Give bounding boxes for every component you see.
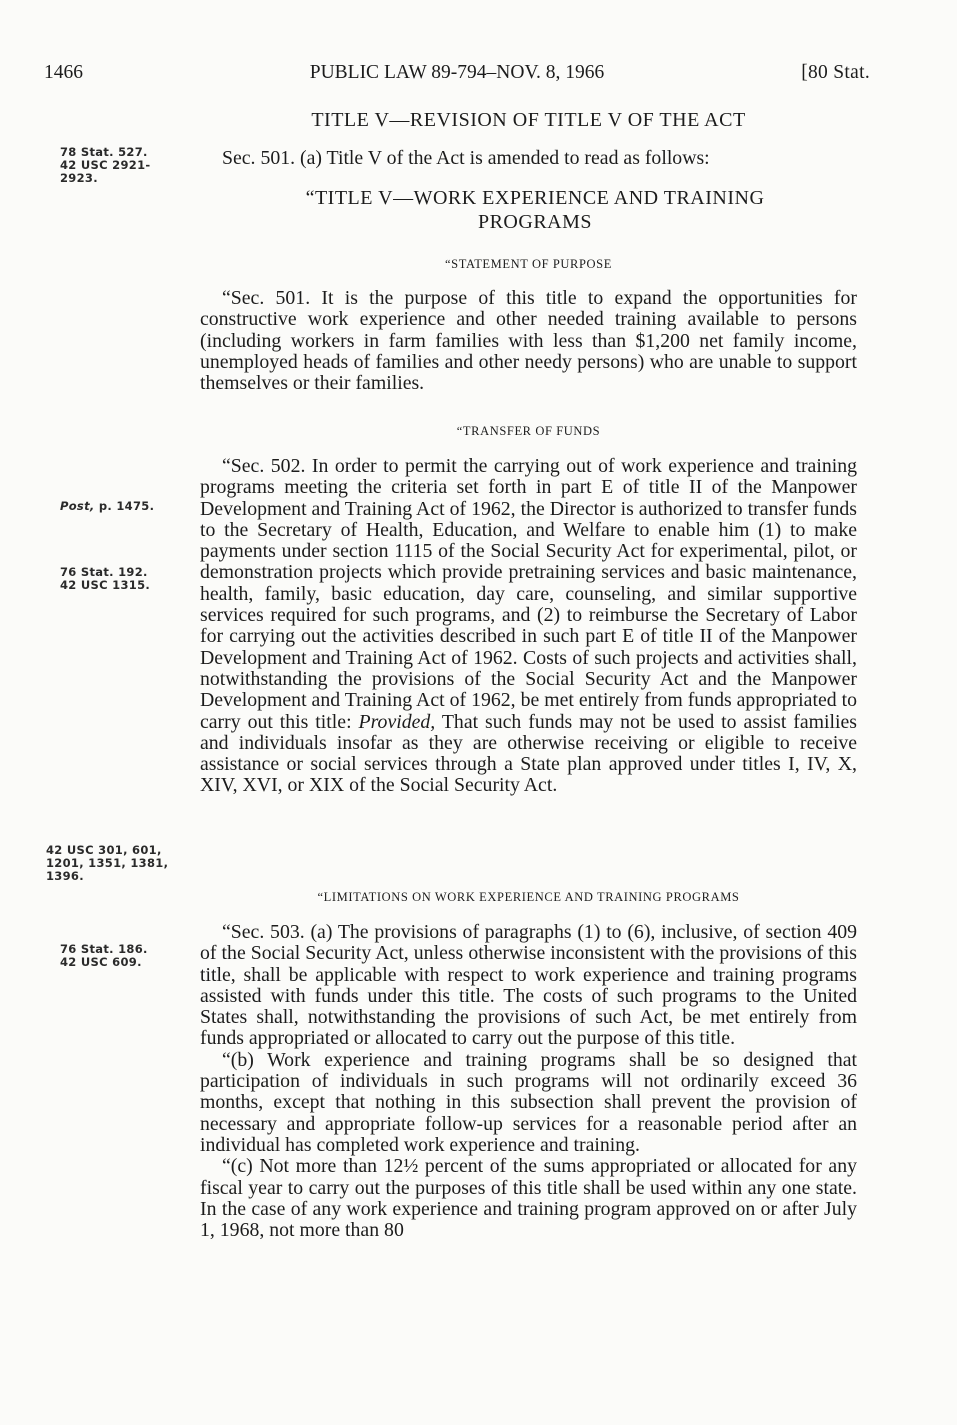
sec-501-statement [200, 288, 857, 394]
margin-note-post [60, 500, 200, 513]
margin-note-78-stat-527: 78 Stat. 527. 42 USC 2921-2923. [60, 145, 151, 185]
new-title-heading: “TITLE V—WORK EXPERIENCE AND TRAINING PROGRAMS [305, 187, 765, 233]
sec-503 [200, 922, 857, 1241]
sec-502 [200, 456, 857, 797]
limitations-heading: “LIMITATIONS ON WORK EXPERIENCE AND TRAINING PROGRAMS [317, 890, 740, 904]
sec-501-intro [200, 148, 857, 169]
title-v-heading: TITLE V—REVISION OF TITLE V OF THE ACT [311, 109, 746, 131]
sec-501-intro-text: Sec. 501. (a) Title V of the Act is amended to read as follows: [222, 147, 710, 169]
sec-503-a: “Sec. 503. (a) The provisions of paragraphs (1) to (6), inclusive, of section 409 of the Social Security Act, unless otherwise inconsistent with the provisions of this title, shall be applicable with respect to work experience and training programs assisted with funds under this title. The costs of such programs to the United States shall, notwithstanding the provisions of such Act, be met entirely from funds appropriated or allocated to carry out the purpose of this title. [200, 921, 857, 1050]
page-header [44, 62, 870, 88]
sec-502-part1: “Sec. 502. In order to permit the carrying out of work experience and training programs meeting the criteria set forth in part E of title II of the Manpower Development and Training Act of 1962, the Director is authorized to transfer funds to the Secretary of Health, Education, and Welfare to enable him (1) to make payments under section 1115 of the Social Security Act for experimental, pilot, or demonstration projects which provide pretraining services and basic maintenance, health, family, basic education, day care, counseling, and similar supportive services required for such programs, and (2) to reimburse the Secretary of Labor for carrying out the activities described in such part E of title II of the Manpower Development and Training Act of 1962. Costs of such projects and activities shall, notwithstanding the provisions of the Social Security Act and the Manpower Development and Training Act of 1962, be met entirely from funds appropriated to carry out this title: [200, 455, 857, 733]
sec-502-provided: Provided, [358, 710, 436, 733]
margin-note-76-stat-192: 76 Stat. 192. 42 USC 1315. [60, 565, 151, 592]
sec-501-statement-text: “Sec. 501. It is the purpose of this title to expand the opportunities for constructive work experience and other needed training available to persons (including workers in farm families with less than $1,200 net family income, unemployed heads of families and other needy persons) who are unable to support themselves or their families. [200, 287, 857, 395]
running-head: PUBLIC LAW 89-794–NOV. 8, 1966 [309, 62, 605, 83]
sec-502-part2: That such funds may not be used to assist families and individuals insofar as they are otherwise receiving or eligible to receive assistance or social services through a State plan approved under titles I, IV, X, XIV, XVI, or XIX of the Social Security Act. [200, 710, 858, 797]
margin-note-76-stat-186: 76 Stat. 186. 42 USC 609. [60, 942, 148, 969]
margin-note-42-usc-301: 42 USC 301, 601, 1201, 1351, 1381, 1396. [46, 843, 169, 883]
margin-note-post-italic: Post, [60, 499, 95, 513]
sec-502-text [200, 456, 857, 797]
transfer-of-funds-heading: “TRANSFER OF FUNDS [456, 424, 601, 438]
sec-503-b: “(b) Work experience and training programs shall be so designed that participation of individuals in such programs will not ordinarily exceed 36 months, except that nothing in this subsection shall prevent the provision of necessary and appropriate follow-up services for a reasonable period after an individual has completed work experience and training. [200, 1048, 857, 1156]
margin-note-post-page: p. 1475. [98, 499, 155, 513]
sec-503-c: “(c) Not more than 12½ percent of the sums appropriated or allocated for any fiscal year to carry out the purposes of this title shall be used within any one state. In the case of any work experience and training program approved on or after July 1, 1968, not more than 80 [200, 1155, 857, 1242]
page-number: 1466 [44, 62, 83, 83]
statement-of-purpose-heading: “STATEMENT OF PURPOSE [445, 257, 612, 271]
volume-reference: [80 Stat. [801, 62, 870, 83]
